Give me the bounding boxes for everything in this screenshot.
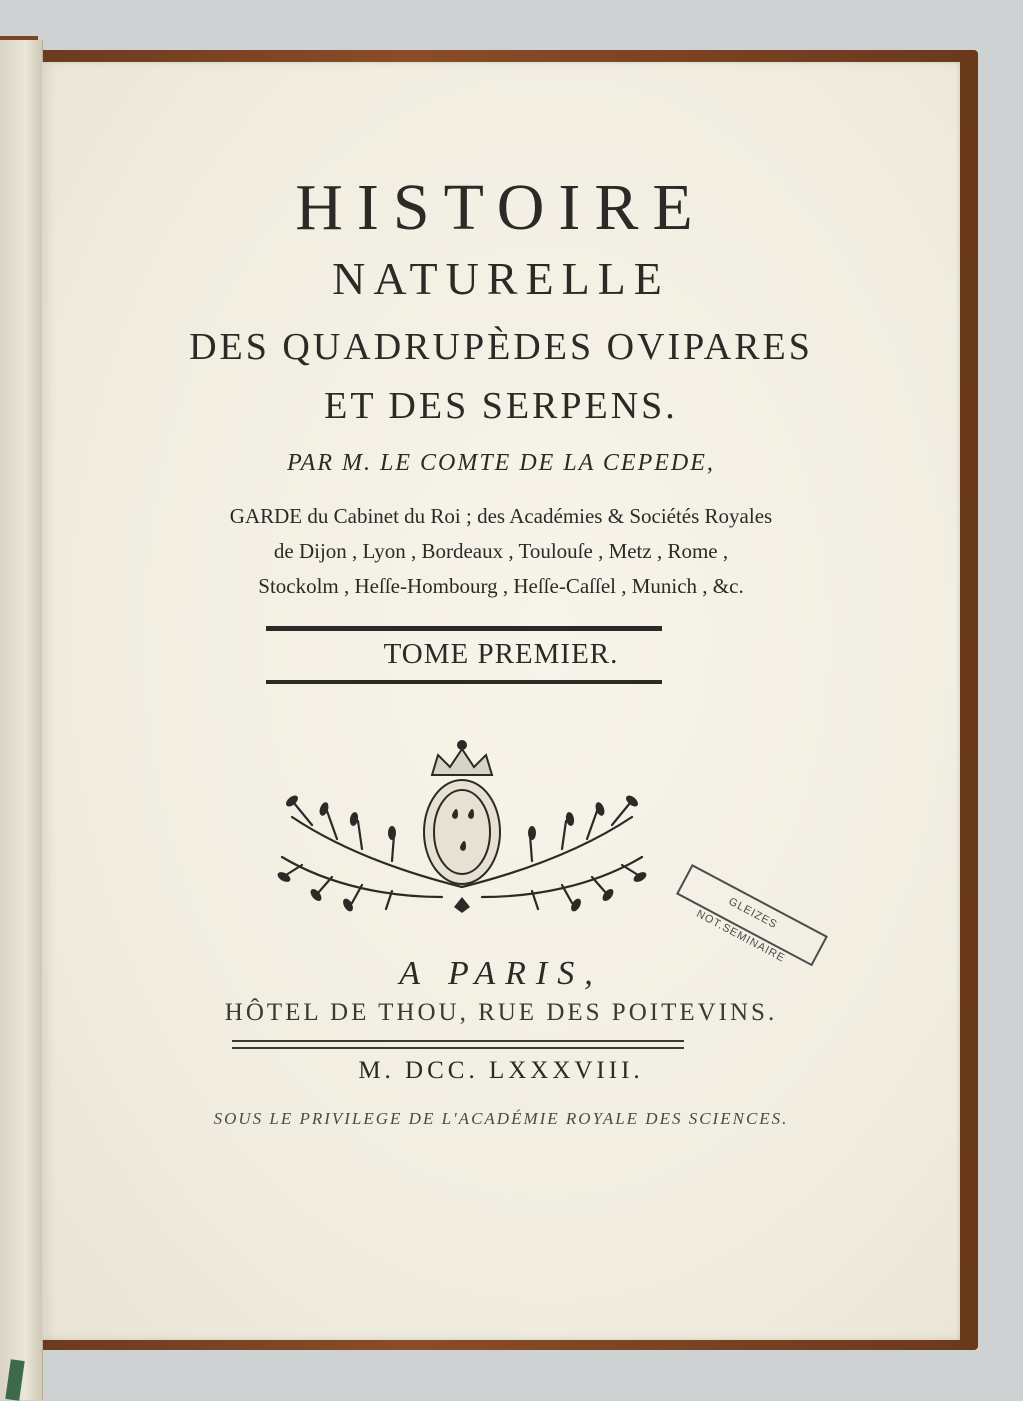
credentials-line-1: GARDE du Cabinet du Roi ; des Académies & Sociétés Royales (229, 504, 773, 528)
title-naturelle: NATURELLE (332, 253, 670, 304)
credentials-line-2: de Dijon , Lyon , Bordeaux , Toulouſe , Metz , Rome , (273, 539, 729, 563)
title-page (42, 62, 960, 1340)
library-stamp: GLEIZES NOT.SEMINAIRE (676, 864, 828, 966)
author-line: PAR M. LE COMTE DE LA CEPEDE, (287, 450, 715, 476)
title-serpens: ET DES SERPENS. (324, 385, 678, 427)
title-histoire: HISTOIRE (295, 171, 707, 244)
double-rule (232, 1040, 684, 1049)
rule-top (266, 626, 662, 631)
publisher-address: HÔTEL DE THOU, RUE DES POITEVINS. (224, 999, 778, 1026)
place-of-publication: A PARIS, (399, 955, 603, 992)
publication-year: M. DCC. LXXXVIII. (358, 1057, 644, 1084)
rule-bottom (266, 680, 662, 684)
title-subject: DES QUADRUPÈDES OVIPARES (189, 326, 813, 368)
credentials-line-3: Stockolm , Heſſe-Hombourg , Heſſe-Caſſel , Munich , &c. (258, 574, 744, 598)
left-page-edge (0, 40, 43, 1400)
royal-arms-vignette-icon (242, 737, 682, 922)
volume-label: TOME PREMIER. (383, 638, 619, 670)
privilege-line: SOUS LE PRIVILEGE DE L'ACADÉMIE ROYALE DES SCIENCES. (213, 1109, 789, 1128)
